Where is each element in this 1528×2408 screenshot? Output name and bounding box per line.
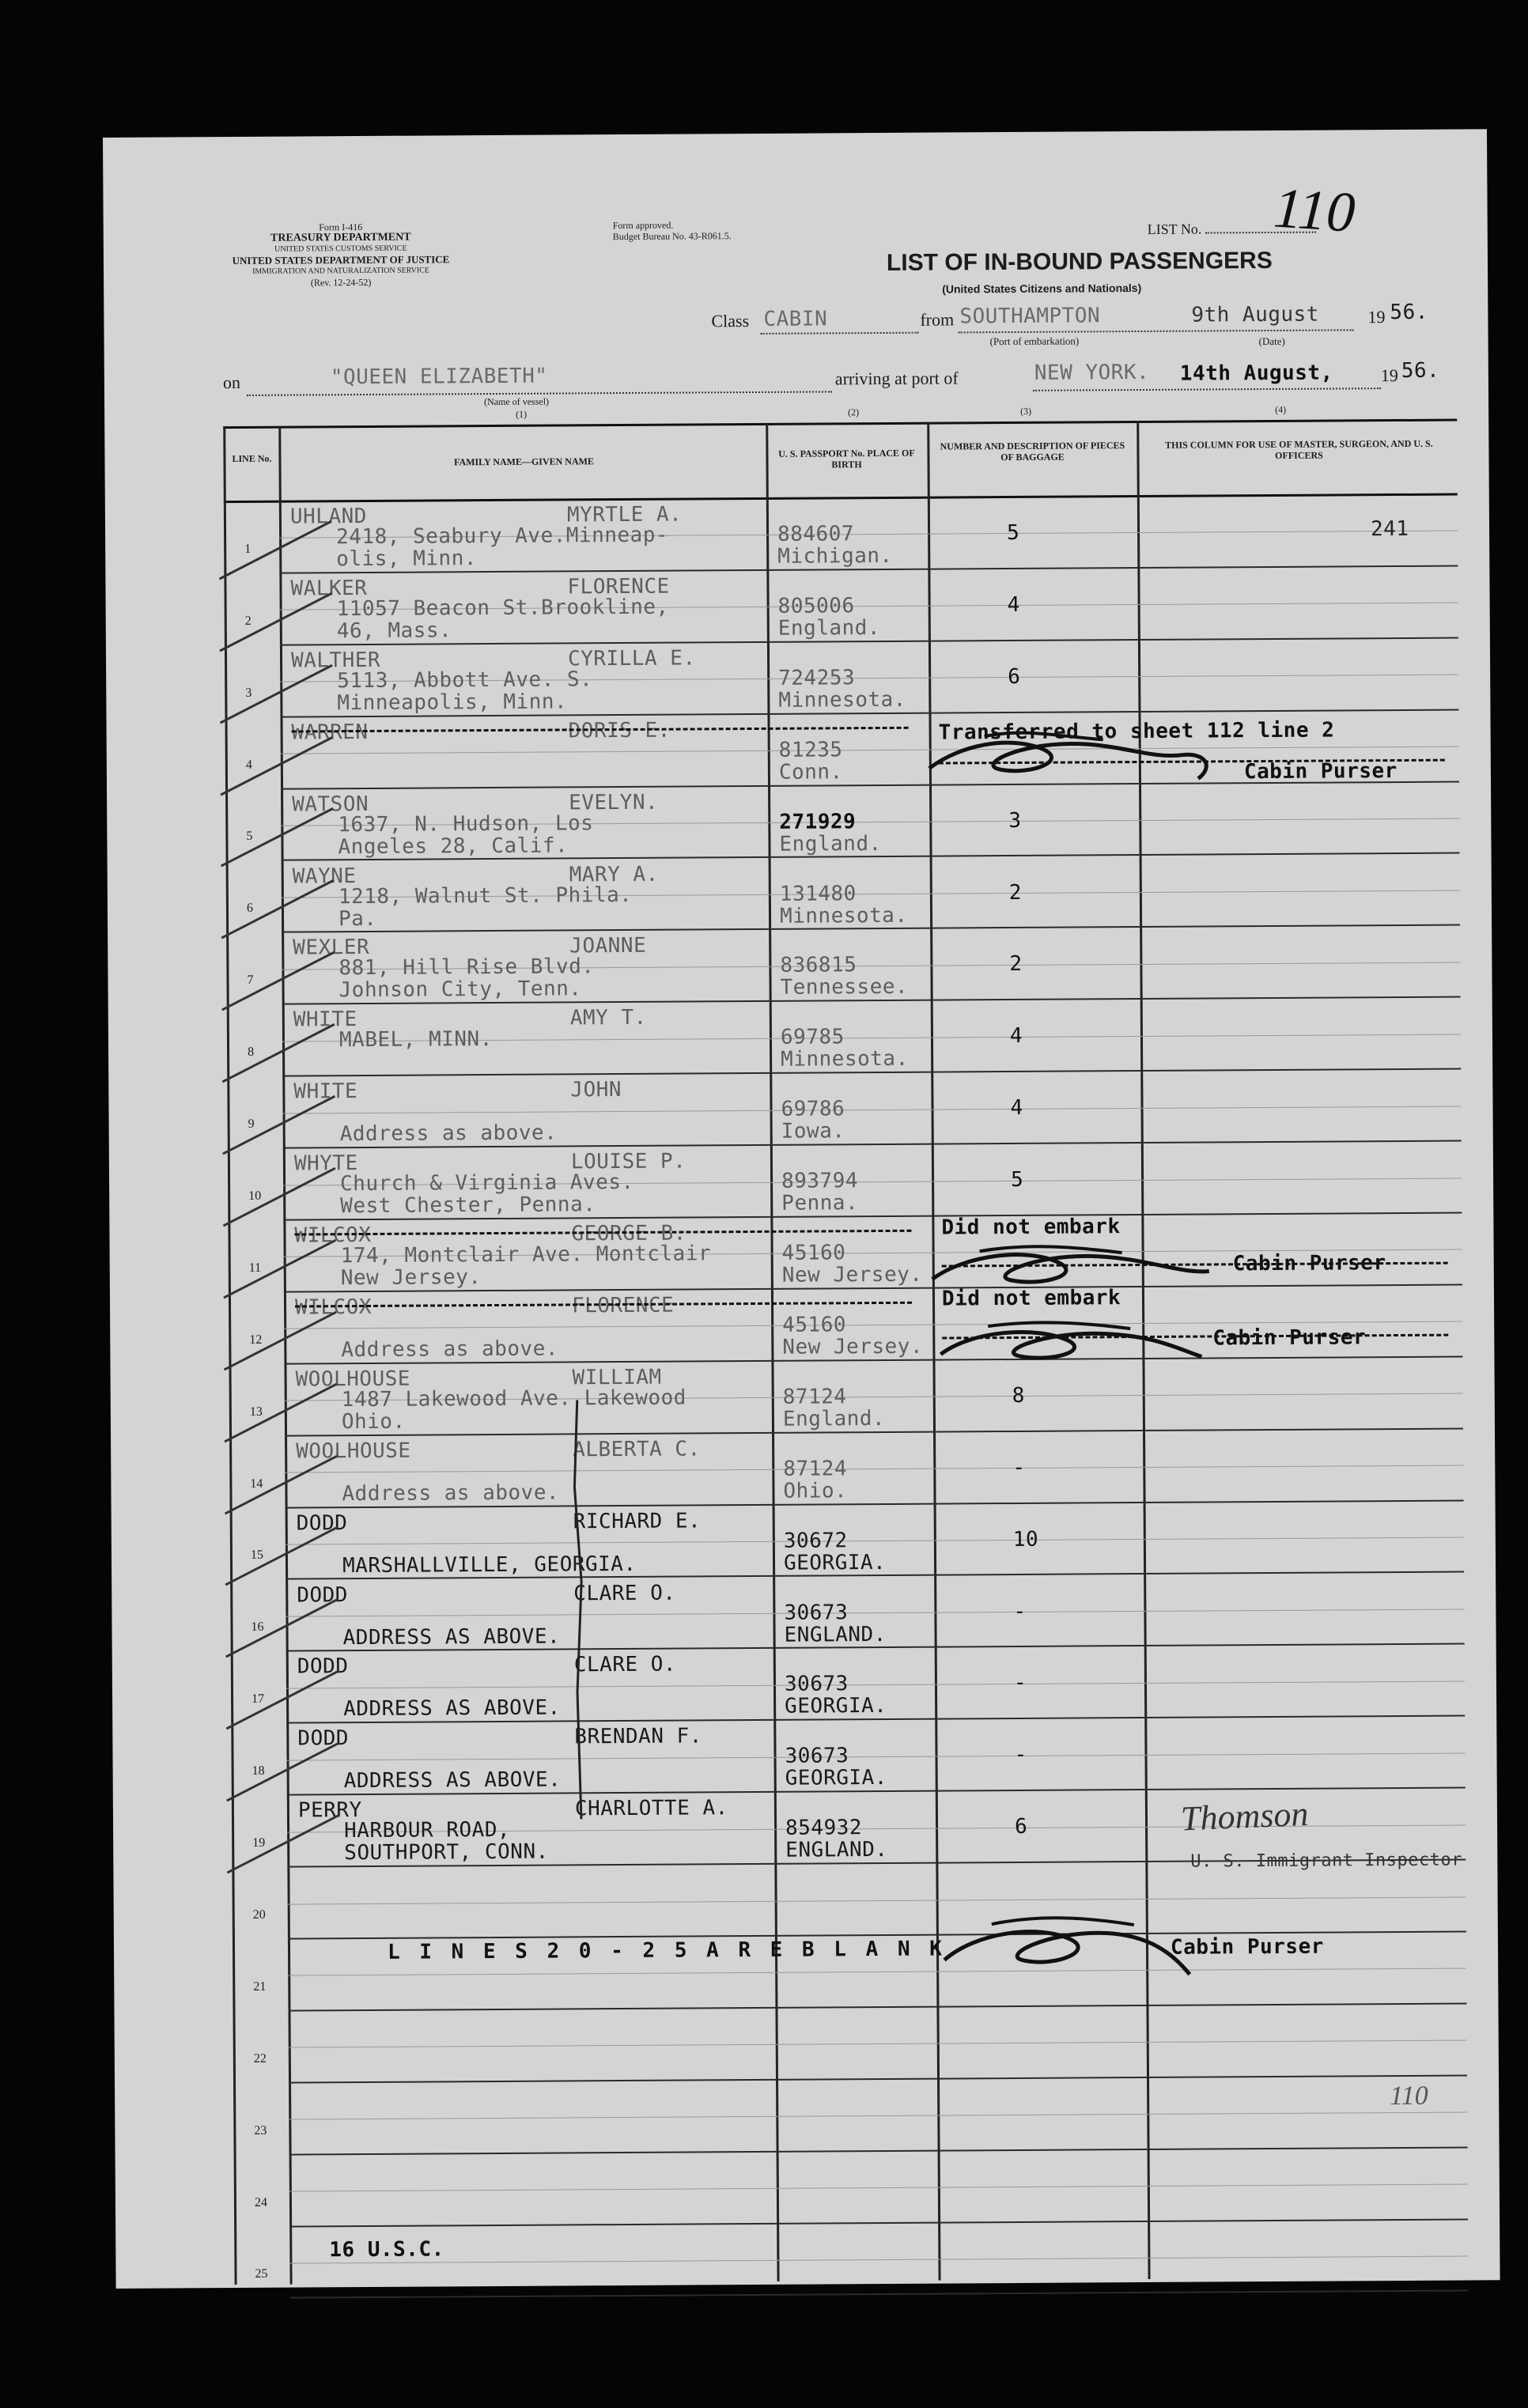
table-row	[112, 1645, 1497, 1726]
table-row	[108, 926, 1492, 1007]
family-name: WATSON	[292, 792, 369, 817]
baggage-count: 4	[1010, 1096, 1023, 1121]
address-line: Minneapolis, Minn.	[337, 690, 568, 715]
address-line: New Jersey.	[340, 1265, 482, 1291]
place-of-birth: GEORGIA.	[785, 1766, 888, 1791]
table-row	[112, 1573, 1496, 1654]
column-ref: (3)	[1020, 405, 1032, 417]
given-name: FLORENCE	[567, 574, 670, 599]
purser-label: Cabin Purser	[1212, 1325, 1367, 1351]
given-name: LOUISE P.	[570, 1149, 686, 1174]
address-line: 5113, Abbott Ave. S.	[337, 667, 593, 693]
footer-code: 16 U.S.C.	[329, 2237, 444, 2262]
department-name: UNITED STATES DEPARTMENT OF JUSTICE	[232, 253, 450, 267]
arrival-port: NEW YORK.	[1034, 360, 1150, 385]
column-header-passport: U. S. PASSPORT No. PLACE OF BIRTH	[778, 447, 915, 471]
address-line: 2418, Seabury Ave.Minneap-	[336, 523, 669, 550]
family-name: WHITE	[293, 1007, 357, 1032]
address-line: Pa.	[338, 906, 377, 931]
place-of-birth: England.	[777, 615, 881, 641]
family-name: WILCOX	[294, 1295, 373, 1320]
margin-mark: 110	[1390, 2081, 1428, 2111]
class-value: CABIN	[763, 307, 828, 331]
baggage-count: -	[1012, 1455, 1026, 1480]
address-line: 881, Hill Rise Blvd.	[339, 955, 595, 981]
lines-blank-note: L I N E S 2 0 - 2 5 A R E B L A N K	[387, 1937, 943, 1964]
baggage-count: -	[1013, 1671, 1027, 1695]
column-ref: (4)	[1275, 403, 1287, 415]
given-name: JOHN	[570, 1078, 622, 1102]
address-line: olis, Minn.	[336, 546, 478, 572]
place-of-birth: GEORGIA.	[783, 1550, 887, 1575]
line-number: 9	[248, 1117, 255, 1131]
baggage-count: 6	[1008, 664, 1021, 689]
passport-number: 724253	[778, 665, 856, 690]
family-name: DODD	[297, 1726, 350, 1751]
place-of-birth: ENGLAND.	[784, 1622, 887, 1647]
address-line: 1487 Lakewood Ave. Lakewood	[341, 1385, 686, 1412]
table-row	[114, 2004, 1499, 2085]
given-name: RICHARD E.	[573, 1509, 702, 1533]
line-number: 7	[247, 973, 254, 988]
department-name: TREASURY DEPARTMENT	[270, 231, 411, 244]
document-title: LIST OF IN-BOUND PASSENGERS	[886, 247, 1273, 276]
place-of-birth: Penna.	[781, 1191, 859, 1215]
table-row	[115, 2076, 1500, 2157]
address-line: Address as above.	[342, 1480, 560, 1506]
line-number: 8	[248, 1045, 255, 1060]
check-mark	[221, 1453, 340, 1517]
passport-number: 69786	[781, 1097, 845, 1121]
table-row	[115, 2148, 1500, 2228]
address-line: 1637, N. Hudson, Los	[338, 811, 594, 837]
from-label: from	[920, 309, 955, 330]
passport-number: 131480	[779, 881, 857, 906]
passport-number: 87124	[783, 1456, 848, 1481]
address-line: 46, Mass.	[336, 618, 452, 644]
place-of-birth: Iowa.	[781, 1119, 845, 1144]
check-mark	[224, 1812, 342, 1876]
place-of-birth: Ohio.	[783, 1478, 848, 1503]
check-mark	[217, 806, 336, 870]
pencil-mark	[554, 1392, 603, 1835]
check-mark	[219, 1093, 338, 1157]
passport-number: 805006	[777, 594, 855, 618]
place-of-birth: Michigan.	[777, 543, 893, 569]
check-mark	[218, 949, 337, 1013]
check-mark	[222, 1597, 341, 1661]
place-of-birth: Conn.	[778, 759, 843, 784]
table-row	[111, 1429, 1496, 1510]
address-line: West Chester, Penna.	[340, 1193, 596, 1219]
departure-date: 9th August	[1191, 302, 1320, 327]
given-name: CLARE O.	[573, 1581, 676, 1605]
passport-number: 81235	[778, 737, 843, 762]
family-name: DODD	[297, 1582, 348, 1608]
document-subtitle: (United States Citizens and Nationals)	[942, 281, 1142, 296]
purser-signature	[916, 1230, 1280, 1303]
line-number: 12	[249, 1333, 263, 1347]
baggage-count: 4	[1009, 1024, 1023, 1049]
check-mark	[219, 1021, 338, 1085]
passport-number: 271929	[779, 809, 857, 834]
year-prefix: 19	[1367, 307, 1386, 327]
line-number: 13	[249, 1404, 263, 1419]
table-row	[112, 1717, 1497, 1797]
family-name: WOOLHOUSE	[295, 1367, 411, 1392]
column-ref: (2)	[848, 406, 860, 418]
purser-signature	[929, 1899, 1246, 1987]
passport-number: 87124	[782, 1385, 847, 1409]
baggage-count: 2	[1009, 952, 1023, 977]
line-number: 4	[245, 758, 252, 772]
not-embarked-note: Did not embark	[941, 1215, 1121, 1240]
baggage-count: 5	[1010, 1168, 1024, 1193]
line-number: 16	[251, 1620, 264, 1635]
place-of-birth: GEORGIA.	[785, 1694, 887, 1719]
place-of-birth: ENGLAND.	[785, 1838, 888, 1862]
passport-number: 884607	[777, 522, 855, 546]
table-row	[108, 1069, 1493, 1150]
place-of-birth: New Jersey.	[782, 1334, 924, 1359]
given-name: EVELYN.	[569, 790, 659, 815]
address-line: 11057 Beacon St.Brookline,	[336, 595, 669, 622]
line-number: 23	[254, 2123, 267, 2138]
form-header-left	[214, 221, 468, 289]
family-name: DODD	[296, 1510, 348, 1536]
address-line: MARSHALLVILLE, GEORGIA.	[342, 1552, 637, 1578]
address-line: 174, Montclair Ave. Montclair	[340, 1242, 712, 1268]
check-mark	[220, 1237, 339, 1301]
given-name: ALBERTA C.	[573, 1437, 701, 1462]
baggage-count: 3	[1008, 808, 1022, 833]
not-embarked-note: Did not embark	[941, 1286, 1121, 1311]
table-row	[110, 1357, 1495, 1438]
baggage-count: -	[1014, 1743, 1027, 1767]
address-line: Church & Virginia Aves.	[339, 1170, 634, 1196]
place-of-birth: Minnesota.	[778, 687, 906, 713]
line-number: 10	[248, 1189, 262, 1203]
place-of-birth: Tennessee.	[780, 975, 909, 1000]
family-name: WAYNE	[292, 864, 357, 889]
line-number: 3	[245, 686, 252, 700]
date-caption: (Date)	[1258, 335, 1285, 348]
check-mark	[222, 1525, 341, 1589]
vessel-name: "QUEEN ELIZABETH"	[330, 364, 548, 390]
given-name: CLARE O.	[573, 1652, 677, 1677]
family-name: WALKER	[290, 576, 368, 601]
on-label: on	[222, 372, 240, 393]
check-mark	[223, 1668, 342, 1732]
line-number: 17	[252, 1692, 265, 1707]
passport-number: 30673	[785, 1744, 849, 1769]
table-row	[107, 782, 1492, 863]
table-row	[113, 1860, 1498, 1941]
port-of-embarkation: SOUTHAMPTON	[959, 304, 1101, 329]
inspector-label: U. S. Immigrant Inspector	[1190, 1850, 1463, 1872]
given-name: DORIS E.	[568, 718, 671, 743]
passport-number: 893794	[781, 1169, 859, 1193]
line-number: 6	[246, 902, 254, 916]
line-number: 1	[244, 542, 252, 556]
family-name: WHITE	[293, 1079, 358, 1104]
list-number-label: LIST No.	[1147, 221, 1202, 237]
check-mark	[221, 1309, 339, 1373]
line-number: 18	[252, 1763, 265, 1779]
family-name: WHYTE	[293, 1151, 358, 1176]
purser-label: Cabin Purser	[1243, 759, 1398, 784]
inspector-signature: Thomson	[1180, 1794, 1310, 1839]
table-row	[105, 494, 1490, 575]
table-row	[105, 566, 1490, 647]
approval-line: Form approved.	[612, 219, 674, 232]
check-mark	[221, 1381, 340, 1445]
table-row	[115, 2220, 1500, 2300]
family-name: DODD	[297, 1654, 349, 1679]
year-prefix: 19	[1380, 365, 1398, 386]
vessel-caption: (Name of vessel)	[484, 395, 550, 408]
transfer-note: Transferred to sheet 112 line 2	[938, 718, 1335, 745]
address-line: Johnson City, Tenn.	[339, 977, 582, 1003]
baggage-count: 10	[1012, 1527, 1039, 1552]
officer-note: 241	[1370, 516, 1409, 542]
form-number: Form I-416	[319, 221, 363, 233]
address-line: Ohio.	[341, 1409, 406, 1434]
line-number: 19	[252, 1835, 266, 1850]
check-mark	[217, 590, 335, 654]
table-row	[109, 1141, 1494, 1222]
family-name: UHLAND	[289, 504, 367, 529]
baggage-count: 2	[1008, 880, 1023, 905]
given-name: GEORGE B.	[571, 1221, 686, 1246]
form-approval	[613, 219, 732, 242]
column-header-officers: THIS COLUMN FOR USE OF MASTER, SURGEON, AND U. S. OFFICERS	[1165, 437, 1433, 461]
given-name: MARY A.	[569, 862, 659, 886]
departure-year: 56.	[1390, 300, 1428, 325]
column-ref: (1)	[516, 408, 528, 420]
check-mark	[220, 1165, 339, 1229]
list-number-handwritten: 110	[1272, 176, 1357, 244]
line-number: 24	[254, 2195, 268, 2210]
service-name: IMMIGRATION AND NATURALIZATION SERVICE	[252, 266, 430, 276]
given-name: JOANNE	[569, 934, 647, 958]
address-line: MABEL, MINN.	[339, 1027, 493, 1053]
line-number: 14	[250, 1476, 263, 1491]
table-row	[106, 638, 1491, 719]
table-row	[108, 998, 1493, 1079]
family-name: WEXLER	[293, 936, 370, 960]
given-name: BRENDAN F.	[574, 1724, 703, 1749]
class-label: Class	[711, 311, 750, 331]
given-name: CYRILLA E.	[567, 646, 696, 671]
baggage-count: 6	[1014, 1815, 1028, 1839]
family-name: WALTHER	[290, 648, 381, 673]
purser-label: Cabin Purser	[1232, 1251, 1386, 1276]
arrival-date: 14th August,	[1179, 361, 1333, 386]
family-name: WARREN	[291, 720, 369, 745]
column-header-baggage: NUMBER AND DESCRIPTION OF PIECES OF BAGGAGE	[940, 440, 1125, 463]
line-number: 22	[253, 2051, 267, 2066]
address-line: 1218, Walnut St. Phila.	[338, 883, 633, 909]
place-of-birth: England.	[779, 831, 882, 856]
column-header-line-no: LINE No.	[232, 452, 272, 465]
check-mark	[217, 662, 335, 726]
baggage-count: 5	[1006, 520, 1020, 546]
line-number: 20	[252, 1907, 266, 1922]
address-line: HARBOUR ROAD,	[343, 1818, 511, 1843]
port-caption: (Port of embarkation)	[989, 335, 1080, 348]
place-of-birth: New Jersey.	[781, 1262, 923, 1287]
given-name: MYRTLE A.	[566, 502, 683, 527]
passport-number: 836815	[780, 953, 857, 978]
address-line: ADDRESS AS ABOVE.	[343, 1767, 562, 1794]
line-number: 15	[250, 1548, 264, 1563]
manifest-sheet	[103, 129, 1500, 2289]
family-name: PERRY	[297, 1798, 362, 1823]
passport-number: 30672	[783, 1528, 848, 1553]
line-number: 25	[255, 2267, 268, 2281]
line-number: 21	[253, 1979, 267, 1994]
service-name: UNITED STATES CUSTOMS SERVICE	[274, 244, 407, 254]
revision-date: (Rev. 12-24-52)	[310, 276, 372, 289]
address-line: ADDRESS AS ABOVE.	[343, 1695, 561, 1722]
given-name: CHARLOTTE A.	[574, 1796, 728, 1821]
family-name: WOOLHOUSE	[296, 1438, 411, 1464]
address-line: Address as above.	[341, 1336, 559, 1363]
approval-line: Budget Bureau No. 43-R061.5.	[612, 230, 732, 243]
purser-label: Cabin Purser	[1170, 1934, 1324, 1960]
arriving-label: arriving at port of	[834, 368, 959, 389]
check-mark	[216, 518, 335, 582]
given-name: WILLIAM	[572, 1365, 662, 1390]
passport-number: 45160	[781, 1241, 846, 1265]
passport-number: 45160	[782, 1313, 847, 1337]
check-mark	[217, 734, 336, 798]
address-line: Angeles 28, Calif.	[338, 834, 569, 859]
baggage-count: 8	[1012, 1383, 1025, 1408]
purser-signature	[913, 711, 1277, 792]
address-line: Address as above.	[339, 1121, 558, 1147]
column-header-name: FAMILY NAME—GIVEN NAME	[454, 456, 594, 468]
passport-number: 30673	[784, 1600, 849, 1625]
given-name: FLORENCE	[571, 1293, 675, 1318]
passport-number: 69785	[780, 1025, 845, 1050]
place-of-birth: England.	[782, 1406, 886, 1431]
line-number: 11	[248, 1261, 262, 1275]
place-of-birth: Minnesota.	[779, 903, 908, 928]
check-mark	[223, 1740, 342, 1804]
passport-number: 30673	[784, 1672, 849, 1697]
given-name: AMY T.	[569, 1006, 647, 1030]
arrival-year: 56.	[1401, 358, 1440, 383]
purser-signature	[917, 1309, 1281, 1382]
address-line: ADDRESS AS ABOVE.	[342, 1624, 561, 1650]
family-name: WILCOX	[294, 1223, 372, 1248]
line-number: 5	[246, 830, 253, 844]
address-line: SOUTHPORT, CONN.	[344, 1839, 549, 1866]
baggage-count: -	[1013, 1599, 1027, 1624]
check-mark	[218, 878, 337, 942]
table-row	[112, 1501, 1496, 1582]
line-number: 2	[244, 614, 252, 628]
baggage-count: 4	[1007, 592, 1020, 617]
place-of-birth: Minnesota.	[781, 1047, 909, 1072]
table-row	[108, 854, 1492, 935]
passport-number: 854932	[785, 1816, 863, 1840]
